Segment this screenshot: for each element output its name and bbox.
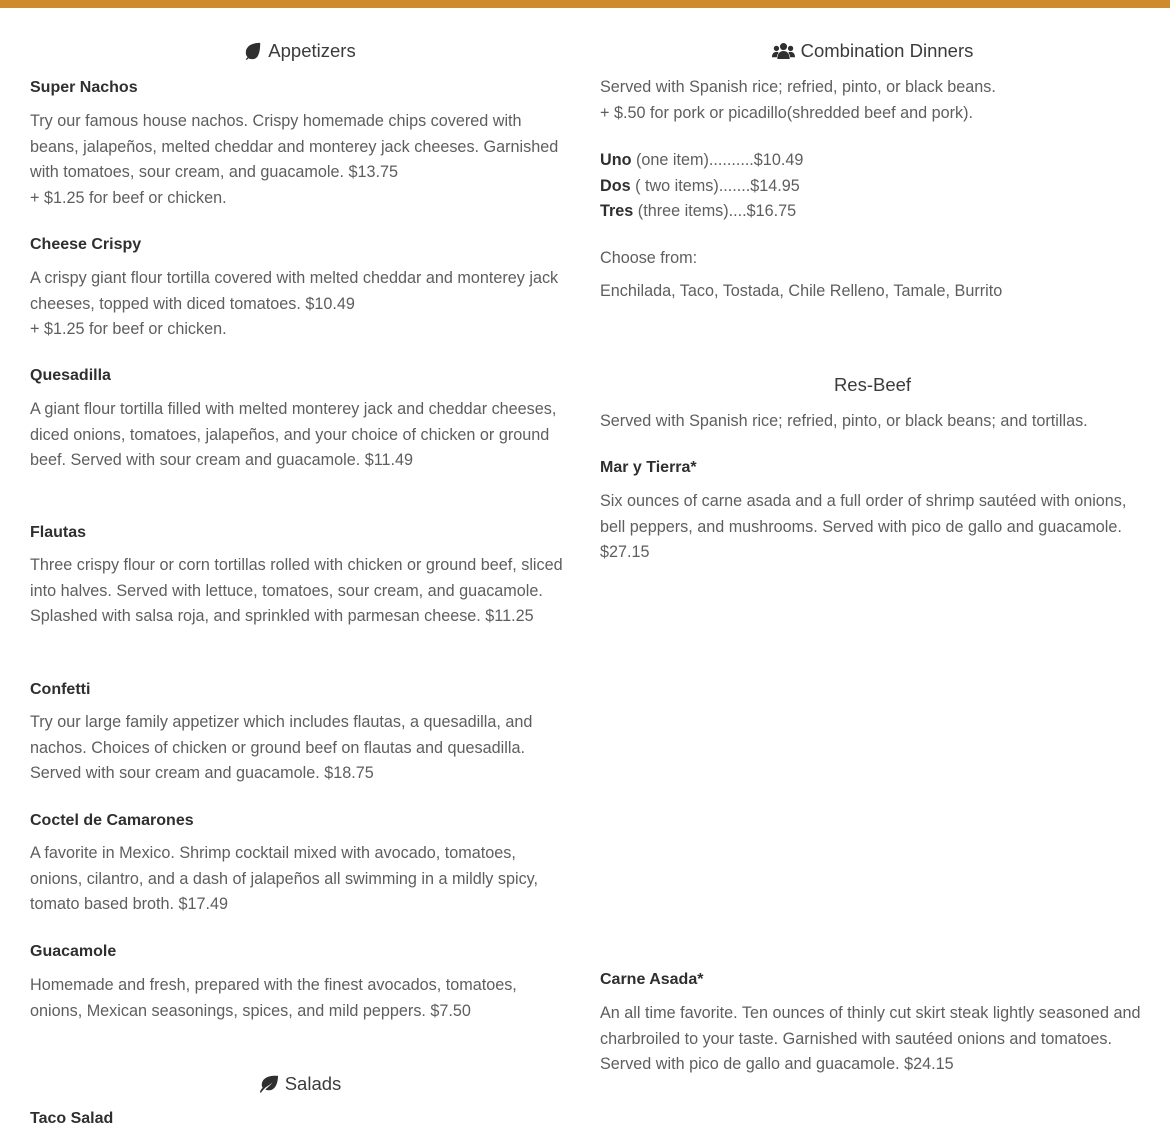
menu-item-name: Super Nachos [30, 79, 138, 96]
menu-item-name: Coctel de Camarones [30, 812, 194, 829]
users-icon [772, 42, 795, 60]
menu-item-description: Three crispy flour or corn tortillas rolled with chicken or ground beef, sliced into halves. Served with lettuce, tomatoes, sour cream, and guacamole. Splashed with salsa roja, and sprinkled with parmesan cheese. $11.25 [30, 556, 563, 626]
menu-item-description: Try our famous house nachos. Crispy homemade chips covered with beans, jalapeños, melted cheddar and monterey jack cheeses. Garnished with tomatoes, sour cream, and guacamole. $13.75 + $1.25 for beef or chicken. [30, 112, 559, 208]
combo-option-dos: Dos ( two items).......$14.95 [600, 177, 800, 195]
menu-item-name: Flautas [30, 524, 87, 541]
combination-dinners-heading: Combination Dinners [600, 40, 1145, 62]
menu-item-description: A favorite in Mexico. Shrimp cocktail mixed with avocado, tomatoes, onions, cilantro, and a dash of jalapeños all swimming in a mildly spicy, tomato based broth. $17.49 [30, 844, 539, 914]
menu-item-description: An all time favorite. Ten ounces of thinly cut skirt steak lightly seasoned and charbroiled to your taste. Garnished with sautéed onions and tomatoes. Served with pico de gallo and guacamole. $24.15 [600, 1004, 1141, 1074]
combo-option-tres: Tres (three items)....$16.75 [600, 202, 797, 220]
choose-from-label: Choose from: [600, 249, 698, 267]
leaf-icon [244, 42, 262, 60]
combo-option-uno: Uno (one item)..........$10.49 [600, 151, 804, 169]
menu-item-description: A giant flour tortilla filled with melted monterey jack and cheddar cheeses, diced onions, tomatoes, jalapeños, and your choice of chicken or ground beef. Served with sour cream and guacamole. $11.49 [30, 400, 557, 470]
menu-item-description: Homemade and fresh, prepared with the finest avocados, tomatoes, onions, Mexican seasonings, spices, and mild peppers. $7.50 [30, 976, 517, 1020]
menu-item-name: Quesadilla [30, 367, 111, 384]
menu-item-description: A crispy giant flour tortilla covered with melted cheddar and monterey jack cheeses, topped with diced tomatoes. $10.49 + $1.25 for beef or chicken. [30, 269, 559, 339]
appetizers-heading: Appetizers [30, 40, 570, 62]
choose-from-list: Enchilada, Taco, Tostada, Chile Relleno, Tamale, Burrito [600, 282, 1003, 300]
top-accent-bar [0, 0, 1170, 8]
salads-heading: Salads [30, 1073, 570, 1095]
menu-item-name: Guacamole [30, 943, 117, 960]
menu-item-name: Taco Salad [30, 1110, 114, 1127]
leaf-alt-icon [259, 1075, 279, 1093]
menu-item-name: Cheese Crispy [30, 236, 142, 253]
res-beef-served-note: Served with Spanish rice; refried, pinto, or black beans; and tortillas. [600, 412, 1088, 430]
menu-item-description: Six ounces of carne asada and a full order of shrimp sautéed with onions, bell peppers, and mushrooms. Served with pico de gallo and guacamole. $27.15 [600, 492, 1127, 562]
combination-served-note: Served with Spanish rice; refried, pinto, or black beans. + $.50 for pork or picadillo(shredded beef and pork). [600, 78, 996, 122]
menu-item-description: Try our large family appetizer which includes flautas, a quesadilla, and nachos. Choices of chicken or ground beef on flautas and quesadilla. Served with sour cream and guacamole. $18.75 [30, 713, 533, 783]
menu-item-name: Confetti [30, 681, 91, 698]
res-beef-heading: Res-Beef [833, 374, 912, 395]
menu-item-name: Mar y Tierra* [600, 459, 697, 476]
menu-item-name: Carne Asada* [600, 971, 704, 988]
